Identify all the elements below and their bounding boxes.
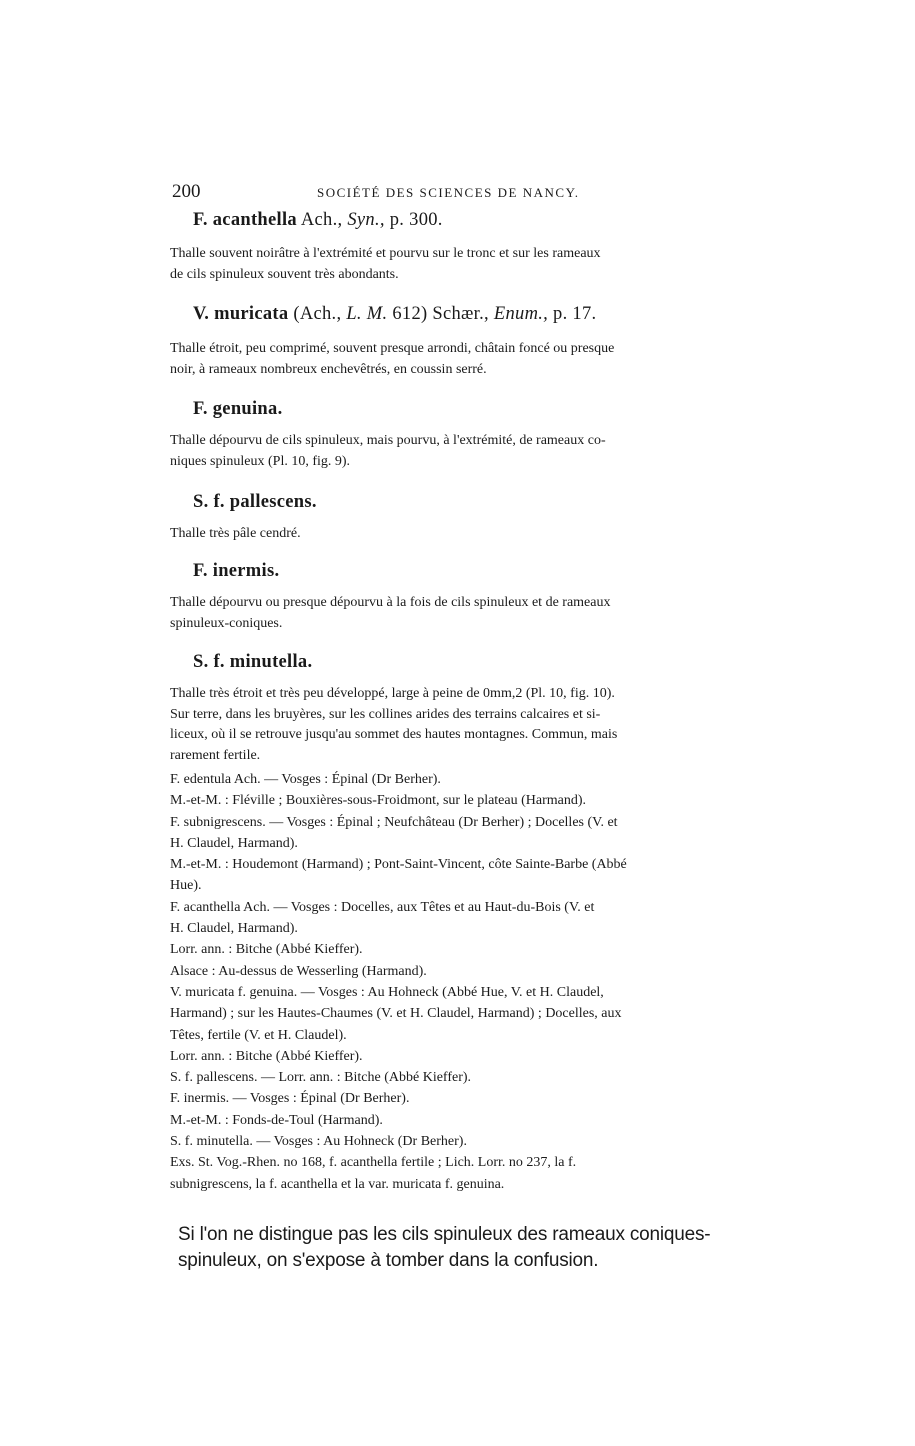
page-header	[172, 181, 755, 203]
text-line: Sur terre, dans les bruyères, sur les collines arides des terrains calcaires et si-	[170, 706, 601, 722]
heading-v-muricata	[193, 304, 596, 325]
locality-line: subnigrescens, la f. acanthella et la var. muricata f. genuina.	[170, 1176, 505, 1192]
text-line: Thalle dépourvu de cils spinuleux, mais pourvu, à l'extrémité, de rameaux co-	[170, 433, 606, 448]
heading-name: F. inermis.	[193, 561, 280, 581]
locality-line: Exs. St. Vog.-Rhen. no 168, f. acanthella fertile ; Lich. Lorr. no 237, la f.	[170, 1155, 577, 1171]
heading-ref: L. M.	[346, 304, 388, 324]
text-line: Thalle dépourvu ou presque dépourvu à la fois de cils spinuleux et de rameaux	[170, 595, 611, 610]
locality-line: M.-et-M. : Houdemont (Harmand) ; Pont-Saint-Vincent, côte Sainte-Barbe (Abbé	[170, 857, 627, 873]
localities-block	[170, 769, 758, 1195]
locality-line: H. Claudel, Harmand).	[170, 835, 298, 851]
locality-line: Alsace : Au-dessus de Wesserling (Harmand).	[170, 963, 427, 979]
locality-line: F. inermis. — Vosges : Épinal (Dr Berher).	[170, 1091, 410, 1107]
page-number: 200	[172, 181, 201, 202]
heading-ref-2: Enum.,	[493, 304, 549, 324]
paragraph-f-acanthella	[170, 244, 758, 285]
heading-page-2: p. 17.	[548, 304, 597, 324]
heading-name: V. muricata	[193, 304, 289, 324]
heading-page: 612) Schær.,	[387, 304, 494, 324]
text-line: Thalle très pâle cendré.	[170, 526, 301, 541]
text-line: Thalle souvent noirâtre à l'extrémité et pourvu sur le tronc et sur les rameaux	[170, 246, 601, 261]
text-line: rarement fertile.	[170, 747, 261, 763]
text-line: Thalle étroit, peu comprimé, souvent presque arrondi, châtain foncé ou presque	[170, 341, 615, 356]
heading-f-genuina	[193, 399, 283, 420]
heading-ref: Syn.,	[347, 210, 385, 230]
paragraph-s-f-minutella	[170, 684, 758, 766]
text-line: de cils spinuleux souvent très abondants.	[170, 266, 399, 282]
heading-name: S. f. minutella.	[193, 652, 313, 672]
heading-name: F. acanthella	[193, 210, 297, 230]
heading-author: Ach.,	[296, 210, 348, 230]
heading-f-acanthella	[193, 210, 443, 231]
locality-line: F. subnigrescens. — Vosges : Épinal ; Neufchâteau (Dr Berher) ; Docelles (V. et	[170, 814, 618, 830]
heading-name: F. genuina.	[193, 399, 283, 419]
running-title: SOCIÉTÉ DES SCIENCES DE NANCY.	[317, 185, 580, 200]
paragraph-s-f-pallescens	[170, 524, 758, 545]
paragraph-v-muricata	[170, 339, 758, 380]
heading-page: p. 300.	[384, 210, 443, 230]
locality-line: Hue).	[170, 878, 202, 894]
locality-line: F. edentula Ach. — Vosges : Épinal (Dr Berher).	[170, 772, 441, 787]
text-line: liceux, où il se retrouve jusqu'au sommet des hautes montagnes. Commun, mais	[170, 727, 618, 743]
text-line: spinuleux-coniques.	[170, 615, 283, 631]
locality-line: Lorr. ann. : Bitche (Abbé Kieffer).	[170, 942, 363, 958]
closing-line: Si l'on ne distingue pas les cils spinuleux des rameaux coniques-	[178, 1224, 711, 1245]
closing-line: spinuleux, on s'expose à tomber dans la confusion.	[178, 1250, 599, 1271]
locality-line: Têtes, fertile (V. et H. Claudel).	[170, 1027, 347, 1043]
locality-line: S. f. minutella. — Vosges : Au Hohneck (Dr Berher).	[170, 1134, 467, 1150]
text-line: Thalle très étroit et très peu développé, large à peine de 0mm,2 (Pl. 10, fig. 10).	[170, 686, 615, 701]
paragraph-f-genuina	[170, 431, 758, 472]
heading-author: (Ach.,	[288, 304, 347, 324]
closing-remark	[178, 1222, 763, 1274]
locality-line: F. acanthella Ach. — Vosges : Docelles, aux Têtes et au Haut-du-Bois (V. et	[170, 899, 595, 915]
locality-line: V. muricata f. genuina. — Vosges : Au Hohneck (Abbé Hue, V. et H. Claudel,	[170, 984, 604, 1000]
locality-line: Lorr. ann. : Bitche (Abbé Kieffer).	[170, 1048, 363, 1064]
locality-line: Harmand) ; sur les Hautes-Chaumes (V. et H. Claudel, Harmand) ; Docelles, aux	[170, 1006, 622, 1022]
locality-line: M.-et-M. : Fonds-de-Toul (Harmand).	[170, 1112, 383, 1128]
heading-f-inermis	[193, 561, 279, 582]
text-line: noir, à rameaux nombreux enchevêtrés, en coussin serré.	[170, 361, 487, 377]
locality-line: H. Claudel, Harmand).	[170, 921, 298, 937]
paragraph-f-inermis	[170, 593, 758, 634]
heading-name: S. f. pallescens.	[193, 492, 317, 512]
heading-s-f-pallescens	[193, 492, 317, 513]
heading-s-f-minutella	[193, 652, 312, 673]
text-line: niques spinuleux (Pl. 10, fig. 9).	[170, 453, 351, 469]
locality-line: M.-et-M. : Fléville ; Bouxières-sous-Froidmont, sur le plateau (Harmand).	[170, 793, 587, 809]
locality-line: S. f. pallescens. — Lorr. ann. : Bitche (Abbé Kieffer).	[170, 1070, 472, 1086]
